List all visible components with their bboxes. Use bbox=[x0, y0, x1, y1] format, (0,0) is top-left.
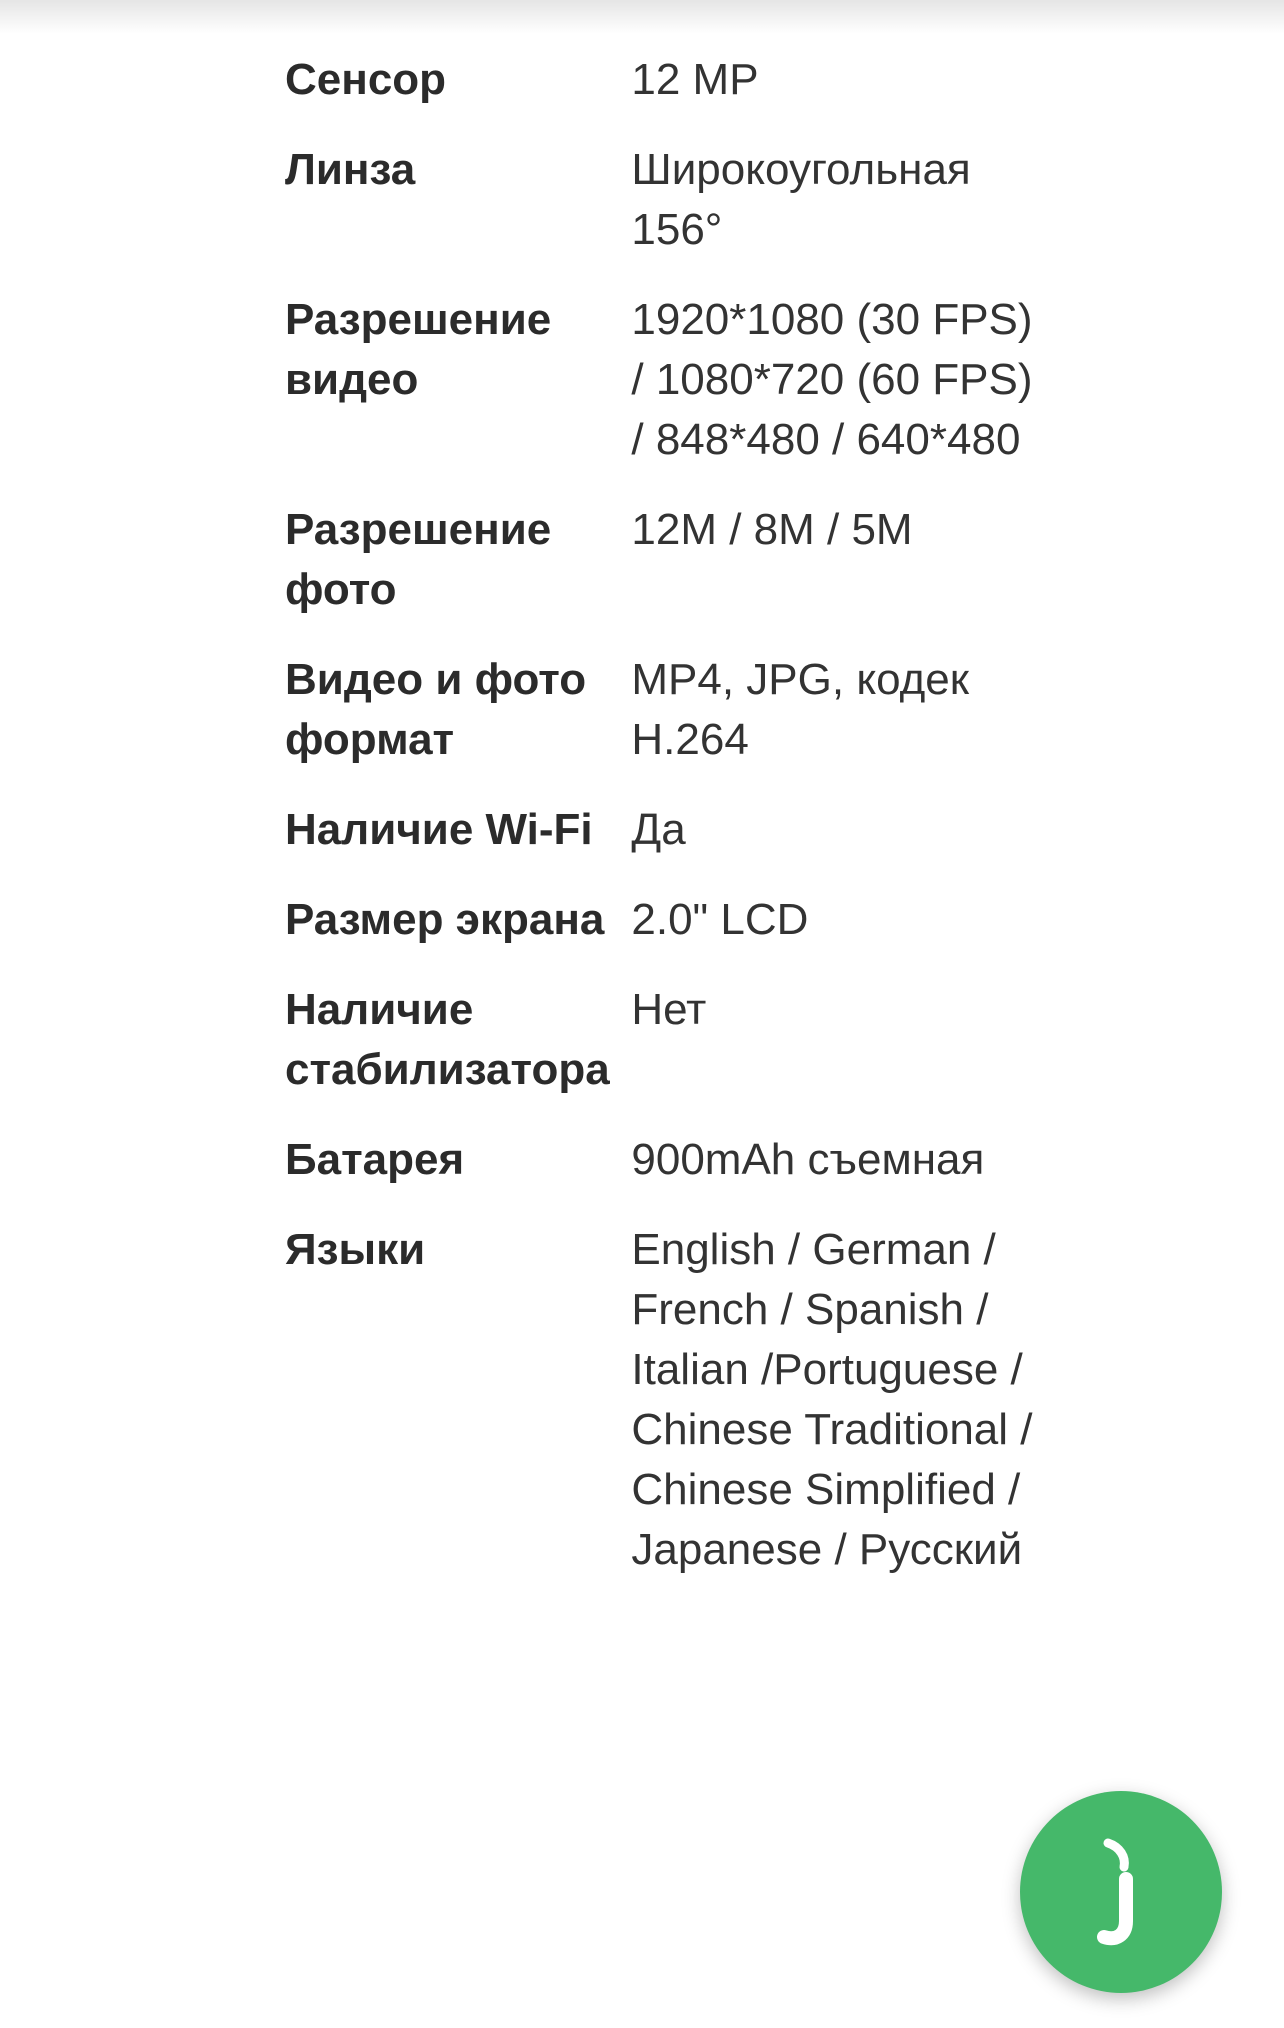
spec-label: Батарея bbox=[285, 1135, 465, 1184]
spec-value: Широкоугольная 156° bbox=[631, 145, 971, 254]
spec-row-wifi bbox=[285, 800, 1045, 890]
chat-button[interactable] bbox=[1020, 1791, 1222, 1993]
spec-row-screen-size bbox=[285, 890, 1045, 980]
header-shadow bbox=[0, 0, 1284, 34]
spec-value: 1920*1080 (30 FPS) / 1080*720 (60 FPS) / 848*480 / 640*480 bbox=[631, 295, 1033, 464]
jivo-chat-icon bbox=[1086, 1837, 1156, 1947]
spec-label: Размер экрана bbox=[285, 895, 605, 944]
spec-value: English / German / French / Spanish / Italian /Portuguese / Chinese Traditional / Chinese Simplified / Japanese / Русский bbox=[631, 1225, 1033, 1574]
spec-table bbox=[285, 50, 1045, 1610]
spec-label: Сенсор bbox=[285, 55, 447, 104]
spec-value: 12 MP bbox=[631, 55, 759, 104]
spec-value: Нет bbox=[631, 985, 707, 1034]
spec-label: Языки bbox=[285, 1225, 426, 1274]
spec-value: 900mAh съемная bbox=[631, 1135, 985, 1184]
spec-label: Наличие стабилизатора bbox=[285, 985, 610, 1094]
spec-row-sensor bbox=[285, 50, 1045, 140]
spec-label: Видео и фото формат bbox=[285, 655, 587, 764]
spec-row-battery bbox=[285, 1130, 1045, 1220]
spec-label: Наличие Wi-Fi bbox=[285, 805, 593, 854]
spec-value: 12M / 8M / 5M bbox=[631, 505, 913, 554]
spec-value: Да bbox=[631, 805, 686, 854]
spec-row-stabilizer bbox=[285, 980, 1045, 1130]
spec-row-video-resolution bbox=[285, 290, 1045, 500]
spec-row-format bbox=[285, 650, 1045, 800]
spec-row-lens bbox=[285, 140, 1045, 290]
spec-label: Разрешение фото bbox=[285, 505, 552, 614]
spec-label: Линза bbox=[285, 145, 416, 194]
spec-value: 2.0" LCD bbox=[631, 895, 809, 944]
spec-label: Разрешение видео bbox=[285, 295, 552, 404]
spec-row-photo-resolution bbox=[285, 500, 1045, 650]
spec-value: MP4, JPG, кодек H.264 bbox=[631, 655, 969, 764]
spec-row-languages bbox=[285, 1220, 1045, 1610]
